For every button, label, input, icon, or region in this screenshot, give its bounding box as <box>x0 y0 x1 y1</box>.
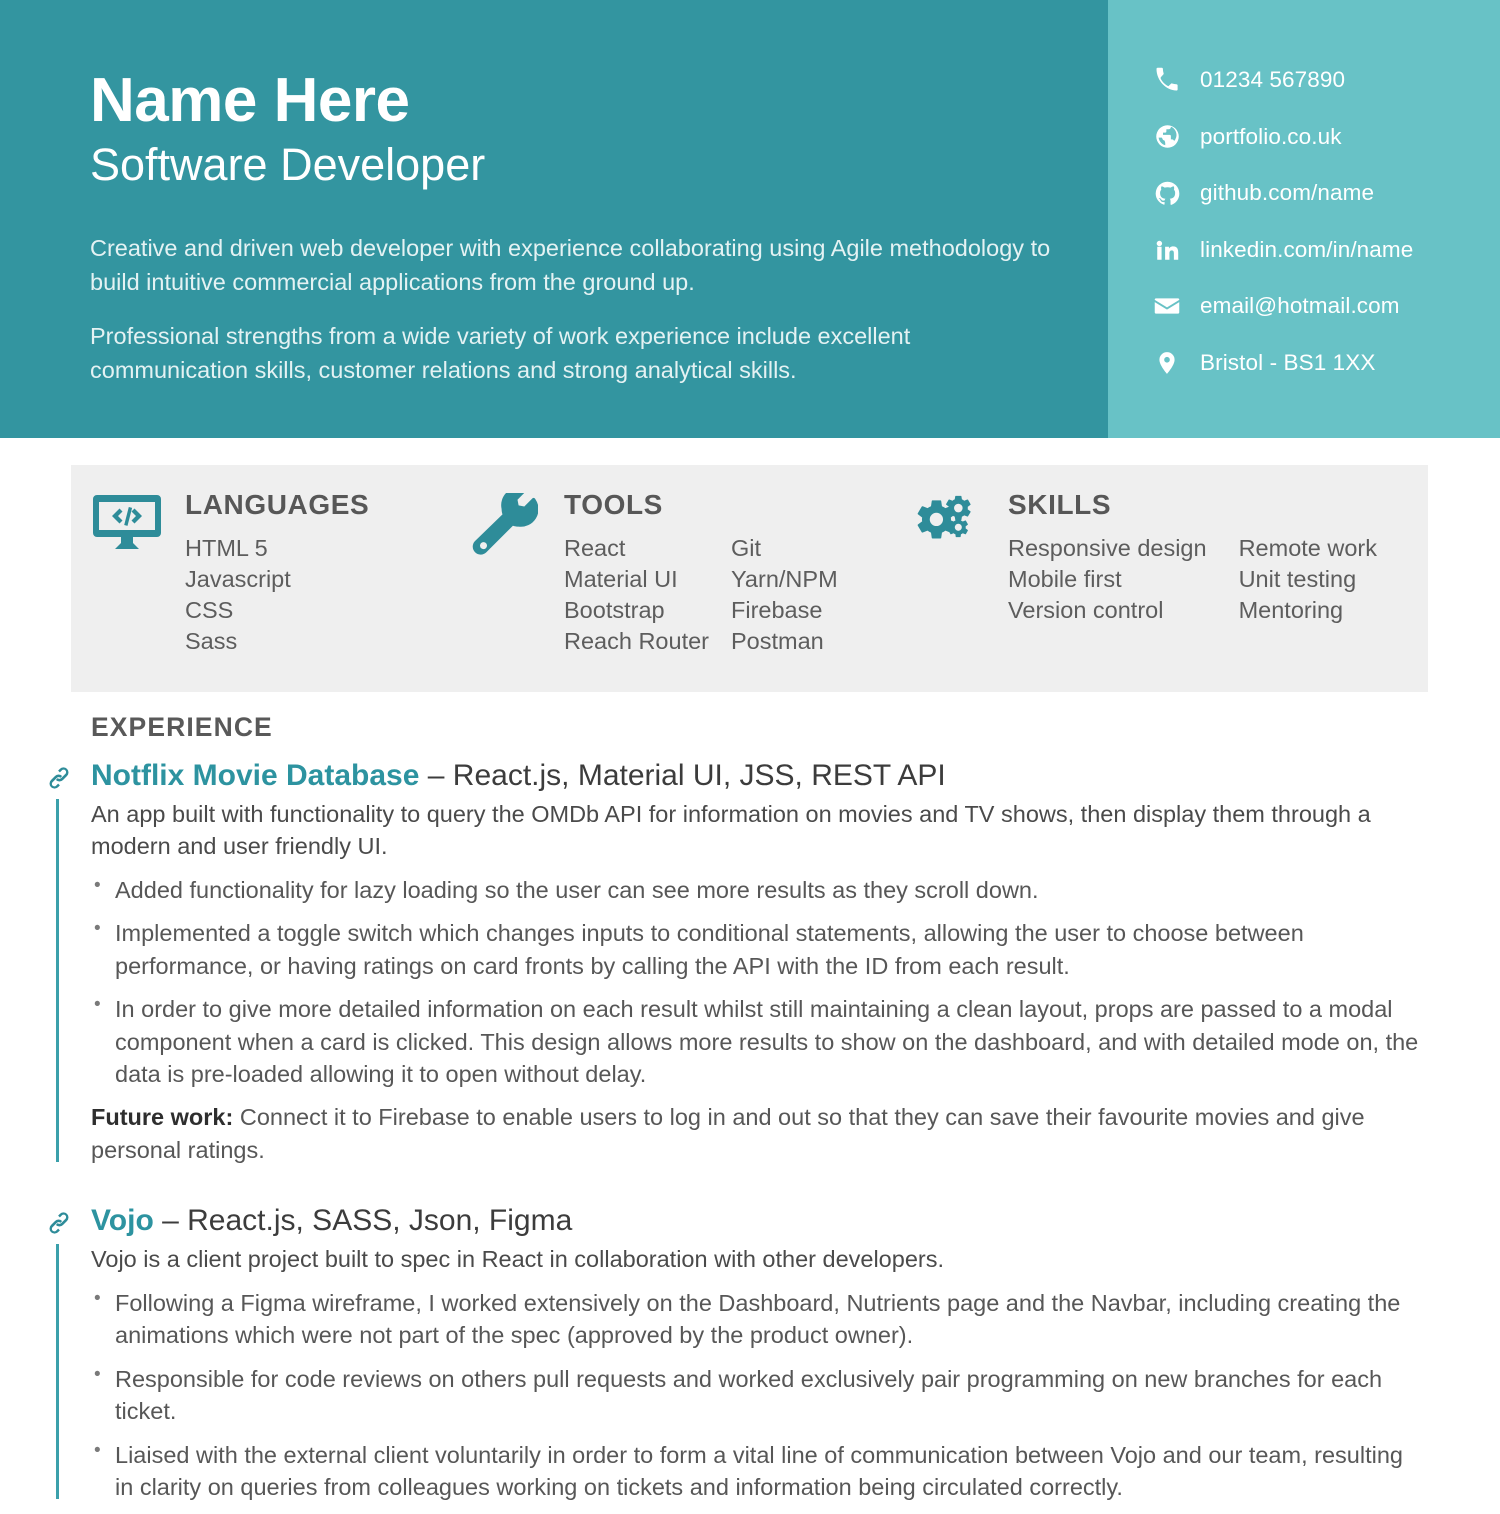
list-item: Reach Router <box>564 628 709 655</box>
contact-value-github: github.com/name <box>1200 180 1375 206</box>
skills-title: SKILLS <box>1008 489 1112 520</box>
contact-value-phone: 01234 567890 <box>1200 67 1346 93</box>
list-item: Remote work <box>1238 535 1378 561</box>
list-item: • Added functionality for lazy loading so the user can see more results as they scroll down. <box>91 874 1421 906</box>
list-item: React <box>564 535 626 561</box>
list-item: Yarn/NPM <box>731 566 838 593</box>
tools-title: TOOLS <box>564 489 663 520</box>
experience-title-row <box>91 1202 1500 1240</box>
contact-item-email[interactable] <box>1146 278 1500 335</box>
project-description: Vojo is a client project built to spec in React in collaboration with other developers. <box>91 1245 944 1272</box>
profile-summary <box>90 231 1065 387</box>
contact-item-portfolio[interactable] <box>1146 109 1500 166</box>
project-name[interactable]: Vojo <box>91 1204 154 1238</box>
list-item: • Responsible for code reviews on others pull requests and worked exclusively pair programming on new branches for each ticket. <box>91 1363 1421 1428</box>
code-monitor-icon <box>93 491 171 692</box>
list-item: Javascript <box>185 566 291 593</box>
tools-list-col1 <box>564 533 709 657</box>
panel-section-languages <box>71 465 461 692</box>
project-tech-stack: – React.js, Material UI, JSS, REST API <box>427 759 946 792</box>
contact-item-linkedin[interactable] <box>1146 222 1500 279</box>
envelope-icon <box>1146 292 1188 320</box>
experience-section <box>0 712 1500 1514</box>
contact-value-portfolio: portfolio.co.uk <box>1200 123 1342 149</box>
contact-value-linkedin: linkedin.com/in/name <box>1200 236 1414 262</box>
skills-panel <box>71 465 1428 692</box>
languages-list <box>185 533 291 657</box>
globe-icon <box>1146 123 1188 150</box>
future-work-text: Connect it to Firebase to enable users to log in and out so that they can save their favourite movies and give personal ratings. <box>91 1104 1365 1163</box>
github-icon <box>1146 180 1188 207</box>
location-pin-icon <box>1146 350 1188 376</box>
contact-sidebar <box>1108 0 1500 438</box>
list-item: Postman <box>731 628 824 655</box>
job-role-subtitle: Software Developer <box>90 139 486 191</box>
link-icon[interactable] <box>44 763 74 793</box>
tools-body <box>550 491 838 692</box>
experience-heading: EXPERIENCE <box>91 712 273 742</box>
resume-header <box>0 0 1500 438</box>
panel-section-tools <box>461 465 901 692</box>
contact-item-github[interactable] <box>1146 165 1500 222</box>
phone-icon <box>1146 66 1188 94</box>
future-work-note <box>91 1101 1411 1166</box>
list-item: HTML 5 <box>185 535 268 561</box>
list-item: Sass <box>185 628 238 655</box>
list-item: Responsive design <box>1008 535 1207 561</box>
languages-body <box>171 491 369 692</box>
list-item: • In order to give more detailed information on each result whilst still maintaining a clean layout, props are passed to a modal component when a card is clicked. This design allows more results to show on the dashboard, and with detailed mode on, the data is pre-loaded allowing it to open without delay. <box>91 993 1421 1090</box>
contact-item-phone[interactable] <box>1146 52 1500 109</box>
skills-list-col1 <box>1008 533 1207 626</box>
experience-title-row <box>91 757 1500 795</box>
list-item: Firebase <box>731 597 823 624</box>
project-tech-stack: – React.js, SASS, Json, Figma <box>162 1204 573 1238</box>
experience-entry-vojo <box>0 1202 1500 1503</box>
timeline-bar <box>56 799 59 1162</box>
contact-item-location <box>1146 335 1500 392</box>
list-item: Material UI <box>564 566 678 593</box>
link-icon[interactable] <box>44 1208 74 1238</box>
list-item: • Following a Figma wireframe, I worked extensively on the Dashboard, Nutrients page and the Navbar, including creating the animations which were not part of the spec (approved by the product owner). <box>91 1287 1421 1352</box>
future-work-label: Future work: <box>91 1104 234 1131</box>
project-name[interactable]: Notflix Movie Database <box>91 759 420 792</box>
list-item: • Liaised with the external client voluntarily in order to form a vital line of communication between Vojo and our team, resulting in clarity on queries from colleagues working on tickets and information being circulated correctly. <box>91 1439 1421 1504</box>
skills-body <box>994 491 1377 692</box>
list-item: • Implemented a toggle switch which changes inputs to conditional statements, allowing the user to choose between performance, or having ratings on card fronts by calling the API with the ID from each result. <box>91 917 1421 982</box>
panel-section-skills <box>901 465 1421 692</box>
summary-paragraph-2: Professional strengths from a wide variety of work experience include excellent communication skills, customer relations and strong analytical skills. <box>90 322 911 384</box>
timeline-bar <box>56 1244 59 1499</box>
list-item: Git <box>731 535 762 561</box>
list-item: Version control <box>1008 597 1164 624</box>
list-item: Bootstrap <box>564 597 665 624</box>
summary-paragraph-1: Creative and driven web developer with experience collaborating using Agile methodology to build intuitive commercial applications from the ground up. <box>90 234 1051 295</box>
contact-value-email: email@hotmail.com <box>1200 293 1400 319</box>
experience-entry-notflix <box>0 757 1500 1166</box>
wrench-icon <box>472 491 550 692</box>
project-bullet-list <box>91 1287 1421 1504</box>
list-item: CSS <box>185 597 234 624</box>
list-item: Mobile first <box>1008 566 1122 593</box>
tools-list-col2 <box>731 533 838 657</box>
languages-title: LANGUAGES <box>185 489 370 520</box>
page-title: Name Here <box>90 66 410 135</box>
list-item: Mentoring <box>1238 597 1344 624</box>
project-bullet-list <box>91 874 1421 1091</box>
skills-list-col2 <box>1239 533 1377 626</box>
linkedin-icon <box>1146 237 1188 263</box>
gears-icon <box>916 491 994 692</box>
project-description: An app built with functionality to query the OMDb API for information on movies and TV shows, then display them through a modern and user friendly UI. <box>91 800 1371 859</box>
list-item: Unit testing <box>1238 566 1357 593</box>
contact-value-location: Bristol - BS1 1XX <box>1200 349 1376 375</box>
header-main-block <box>0 0 1108 438</box>
